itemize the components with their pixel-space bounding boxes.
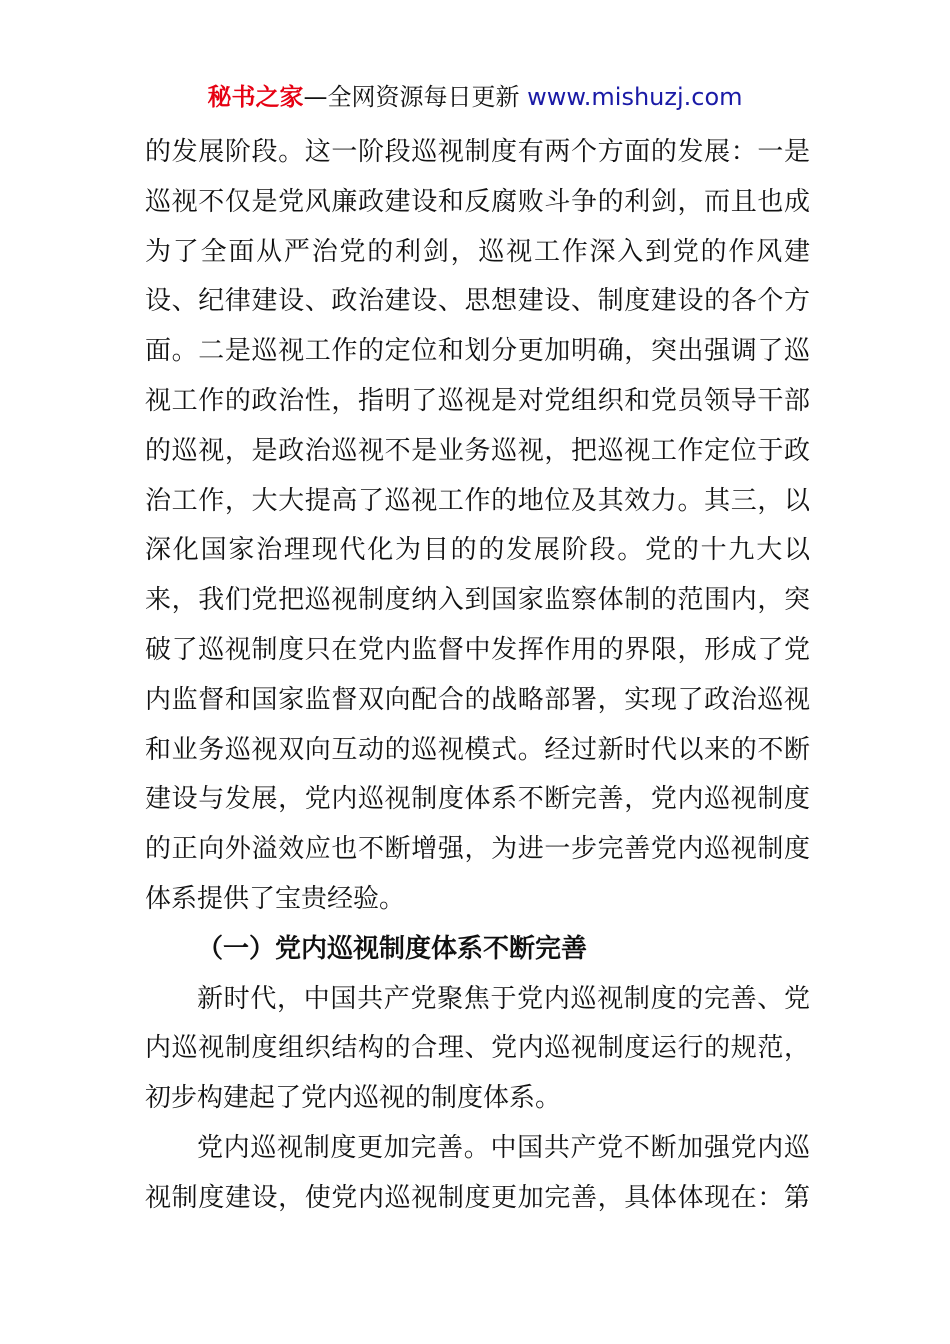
body-line: 破了巡视制度只在党内监督中发挥作用的界限，形成了党: [145, 634, 810, 665]
body-line: 的发展阶段。这一阶段巡视制度有两个方面的发展：一是: [145, 137, 810, 167]
body-line: 视制度建设，使党内巡视制度更加完善，具体体现在：第: [145, 1182, 810, 1213]
body-line: 体系提供了宝贵经验。: [145, 883, 406, 914]
section-heading: （一）党内巡视制度体系不断完善: [197, 933, 588, 964]
body-line: 和业务巡视双向互动的巡视模式。经过新时代以来的不断: [145, 734, 810, 765]
body-line: 的巡视，是政治巡视不是业务巡视，把巡视工作定位于政: [145, 435, 810, 466]
body-line: 的正向外溢效应也不断增强，为进一步完善党内巡视制度: [145, 834, 810, 865]
body-line: 党内巡视制度更加完善。中国共产党不断加强党内巡: [197, 1132, 810, 1163]
body-line: 设、纪律建设、政治建设、思想建设、制度建设的各个方: [145, 286, 810, 317]
header-url[interactable]: www.mishuzj.com: [527, 83, 743, 111]
body-line: 治工作，大大提高了巡视工作的地位及其效力。其三，以: [145, 485, 810, 516]
body-line: 视工作的政治性，指明了巡视是对党组织和党员领导干部: [145, 385, 810, 416]
page-header: [0, 80, 950, 114]
body-line: 来，我们党把巡视制度纳入到国家监察体制的范围内，突: [145, 585, 810, 616]
brand-name: 秘书之家: [207, 83, 304, 111]
document-body: [145, 128, 810, 1224]
body-line: 新时代，中国共产党聚焦于党内巡视制度的完善、党: [197, 983, 810, 1014]
body-line: 内监督和国家监督双向配合的战略部署，实现了政治巡视: [145, 684, 810, 715]
body-line: 初步构建起了党内巡视的制度体系。: [145, 1083, 562, 1114]
body-line: 面。二是巡视工作的定位和划分更加明确，突出强调了巡: [145, 336, 810, 367]
body-line: 巡视不仅是党风廉政建设和反腐败斗争的利剑，而且也成: [145, 186, 810, 217]
header-slogan: —全网资源每日更新: [303, 83, 528, 111]
body-line: 深化国家治理现代化为目的的发展阶段。党的十九大以: [145, 535, 810, 566]
body-line: 为了全面从严治党的利剑，巡视工作深入到党的作风建: [145, 236, 810, 267]
body-line: 建设与发展，党内巡视制度体系不断完善，党内巡视制度: [145, 784, 810, 815]
body-line: 内巡视制度组织结构的合理、党内巡视制度运行的规范，: [145, 1033, 810, 1064]
